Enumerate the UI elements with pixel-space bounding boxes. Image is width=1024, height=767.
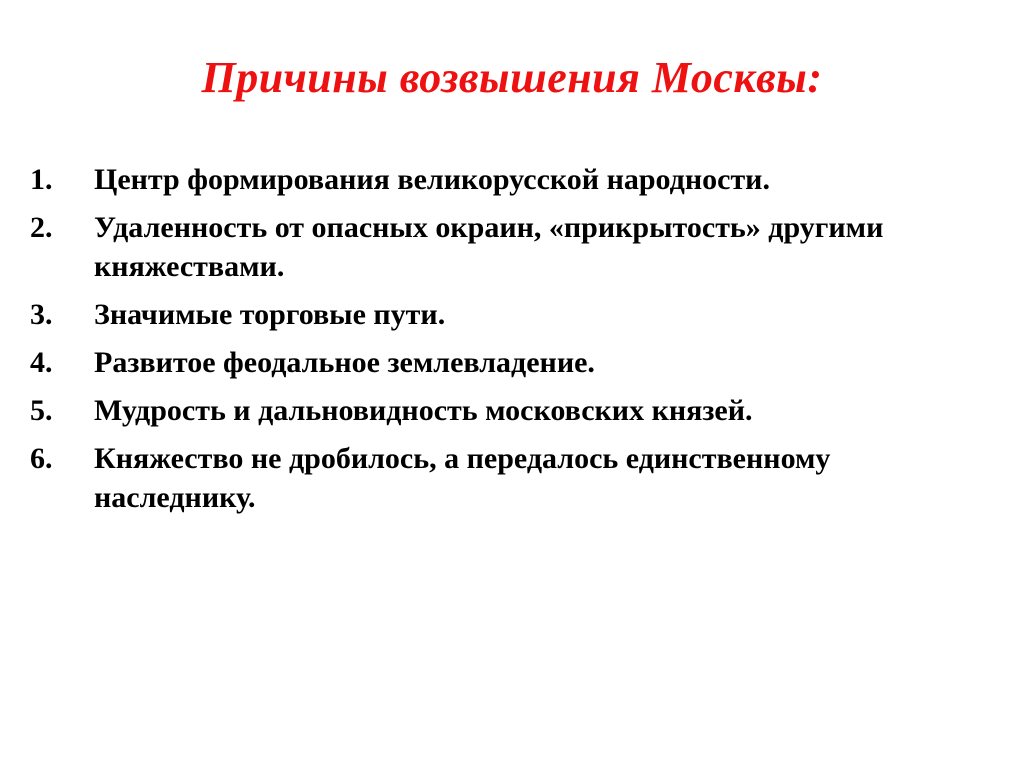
list-item-text: Удаленность от опасных окраин, «прикрытость» другими княжествами.	[94, 211, 884, 283]
reasons-list	[22, 160, 1004, 526]
list-item	[22, 208, 1004, 286]
list-item-number: 5.	[30, 394, 53, 427]
list-item-number: 6.	[30, 442, 53, 475]
list-item-number: 2.	[30, 211, 53, 244]
list-item-number: 4.	[30, 346, 53, 379]
list-item-number: 1.	[30, 163, 53, 196]
list-item-text: Княжество не дробилось, а передалось единственному наследнику.	[94, 442, 831, 514]
page-title: Причины возвышения Москвы:	[201, 53, 823, 102]
list-item	[22, 391, 1004, 430]
list-item	[22, 439, 1004, 517]
list-item	[22, 160, 1004, 199]
list-item	[22, 343, 1004, 382]
list-item	[22, 295, 1004, 334]
list-item-text: Центр формирования великорусской народности.	[94, 163, 770, 196]
list-item-number: 3.	[30, 298, 53, 331]
list-item-text: Мудрость и дальновидность московских князей.	[94, 394, 753, 427]
list-item-text: Значимые торговые пути.	[94, 298, 446, 331]
list-item-text: Развитое феодальное землевладение.	[94, 346, 595, 379]
